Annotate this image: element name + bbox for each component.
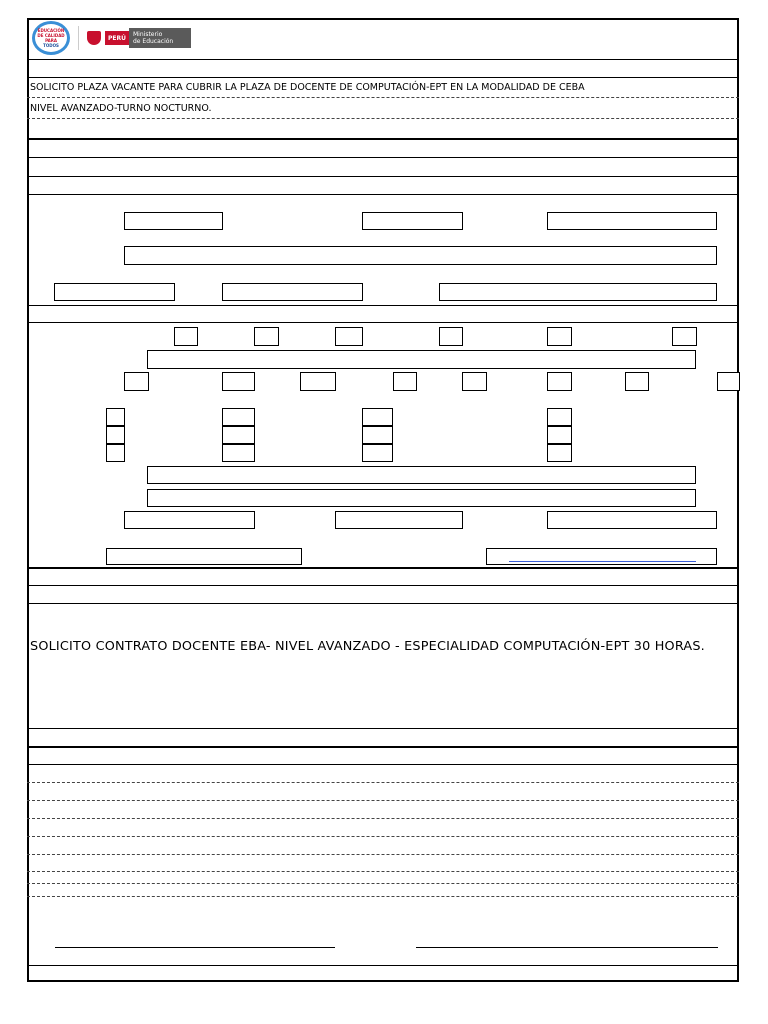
row-divider — [27, 157, 739, 158]
dashed-divider — [27, 871, 739, 872]
grid-cell[interactable] — [106, 444, 125, 462]
checkbox-box[interactable] — [439, 327, 463, 346]
row-divider — [27, 746, 739, 748]
grid-cell[interactable] — [547, 408, 572, 426]
row-divider — [27, 176, 739, 177]
grid-cell[interactable] — [547, 444, 572, 462]
checkbox-box[interactable] — [124, 372, 149, 391]
request-line-1: SOLICITO PLAZA VACANTE PARA CUBRIR LA PLAZA DE DOCENTE DE COMPUTACIÓN-EPT EN LA MODALIDAD DE CEBA — [30, 82, 585, 93]
request-line-2: NIVEL AVANZADO-TURNO NOCTURNO. — [30, 103, 212, 114]
dashed-divider — [27, 883, 739, 884]
grid-cell[interactable] — [362, 444, 393, 462]
dashed-divider — [27, 854, 739, 855]
field-box[interactable] — [147, 489, 696, 507]
dashed-divider — [27, 896, 739, 897]
checkbox-box[interactable] — [462, 372, 487, 391]
field-box[interactable] — [362, 212, 463, 230]
field-box[interactable] — [124, 511, 255, 529]
row-divider — [27, 764, 739, 765]
peru-label: PERÚ — [105, 31, 129, 45]
row-divider — [27, 305, 739, 306]
checkbox-box[interactable] — [393, 372, 417, 391]
checkbox-box[interactable] — [547, 372, 572, 391]
dashed-divider — [27, 818, 739, 819]
email-hyperlink-underline — [509, 561, 696, 562]
field-box[interactable] — [222, 283, 363, 301]
field-box[interactable] — [124, 212, 223, 230]
field-box[interactable] — [147, 350, 696, 369]
peru-shield-icon — [87, 31, 101, 45]
checkbox-box[interactable] — [672, 327, 697, 346]
checkbox-box[interactable] — [254, 327, 279, 346]
row-divider — [27, 603, 739, 604]
grid-cell[interactable] — [222, 408, 255, 426]
row-divider — [27, 59, 739, 60]
field-box[interactable] — [547, 511, 717, 529]
dashed-divider — [27, 118, 739, 119]
grid-cell[interactable] — [362, 426, 393, 444]
petition-text: SOLICITO CONTRATO DOCENTE EBA- NIVEL AVANZADO - ESPECIALIDAD COMPUTACIÓN-EPT 30 HORAS. — [30, 639, 705, 654]
grid-cell[interactable] — [106, 426, 125, 444]
row-divider — [27, 567, 739, 569]
grid-cell[interactable] — [362, 408, 393, 426]
field-box[interactable] — [147, 466, 696, 484]
signature-line — [416, 947, 718, 948]
field-box[interactable] — [335, 511, 463, 529]
row-divider — [27, 728, 739, 729]
row-divider — [27, 77, 739, 78]
grid-cell[interactable] — [222, 444, 255, 462]
dashed-divider — [27, 800, 739, 801]
header-logos — [32, 21, 191, 55]
field-box[interactable] — [124, 246, 717, 265]
row-divider — [27, 322, 739, 323]
grid-cell[interactable] — [222, 426, 255, 444]
dashed-divider — [27, 782, 739, 783]
checkbox-box[interactable] — [547, 327, 572, 346]
field-box[interactable] — [106, 548, 302, 565]
field-box[interactable] — [439, 283, 717, 301]
checkbox-box[interactable] — [625, 372, 649, 391]
field-box[interactable] — [54, 283, 175, 301]
education-logo-icon: EDUCACIÓN DE CALIDAD PARA TODOS — [32, 21, 70, 55]
signature-line — [55, 947, 335, 948]
checkbox-box[interactable] — [335, 327, 363, 346]
row-divider — [27, 138, 739, 140]
checkbox-box[interactable] — [717, 372, 740, 391]
grid-cell[interactable] — [106, 408, 125, 426]
grid-cell[interactable] — [547, 426, 572, 444]
checkbox-box[interactable] — [222, 372, 255, 391]
row-divider — [27, 585, 739, 586]
row-divider — [27, 965, 739, 966]
email-field[interactable] — [486, 548, 717, 565]
logo-separator — [78, 26, 79, 50]
field-box[interactable] — [547, 212, 717, 230]
dashed-divider — [27, 836, 739, 837]
checkbox-box[interactable] — [300, 372, 336, 391]
ministry-label: Ministerio de Educación — [129, 28, 191, 48]
checkbox-box[interactable] — [174, 327, 198, 346]
row-divider — [27, 194, 739, 195]
dashed-divider — [27, 97, 739, 98]
